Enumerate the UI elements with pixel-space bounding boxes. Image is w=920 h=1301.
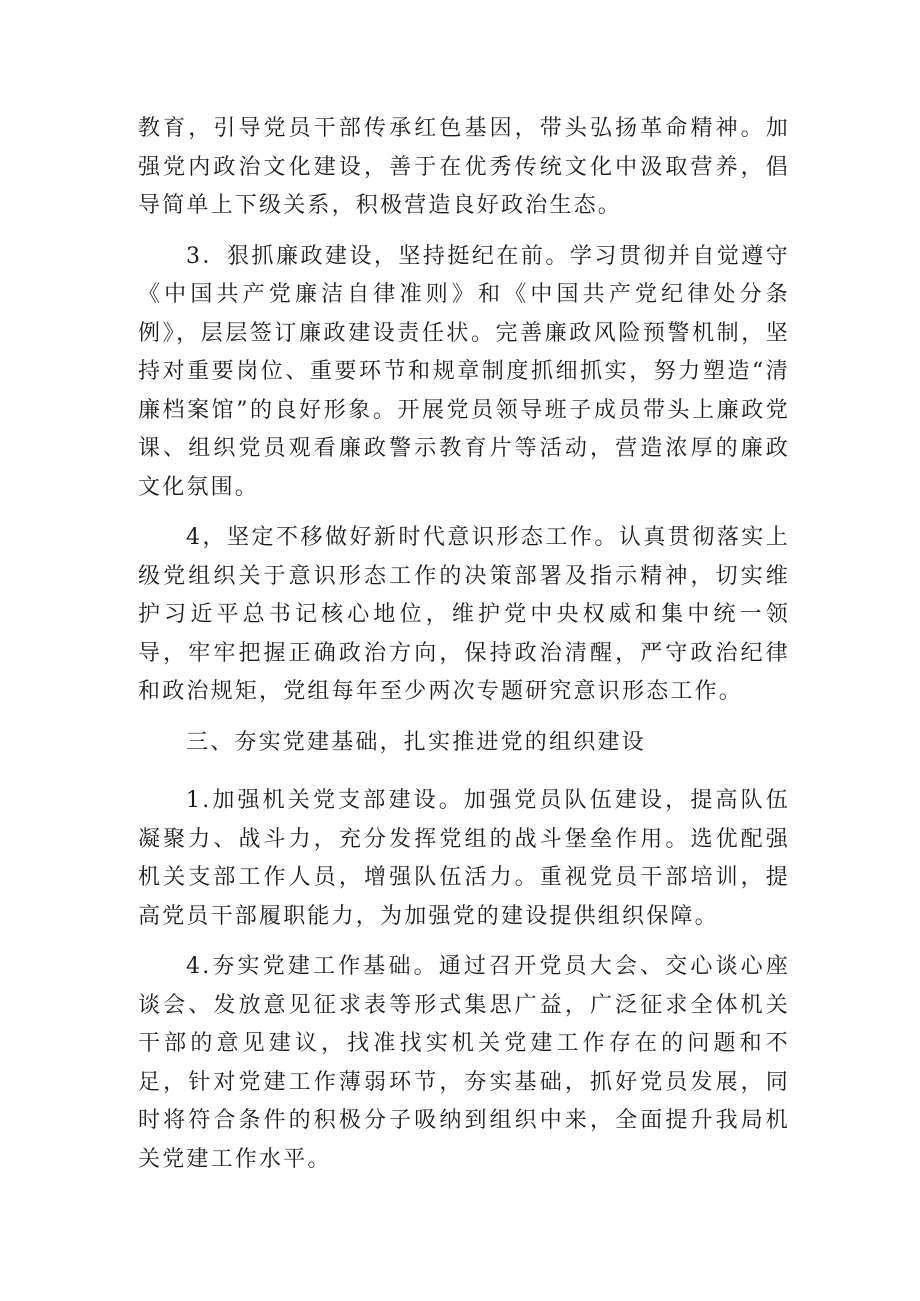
paragraph-branch-building: 1.加强机关党支部建设。加强党员队伍建设，提高队伍凝聚力、战斗力，充分发挥党组的战斗堡垒作用。选优配强机关支部工作人员，增强队伍活力。重视党员干部培训，提高党员干部履职能力，为加强党的建设提供组织保障。 <box>138 788 790 929</box>
paragraph-integrity-building: 3．狠抓廉政建设，坚持挺纪在前。学习贯彻并自觉遵守《中国共产党廉洁自律准则》和《中国共产党纪律处分条例》，层层签订廉政建设责任状。完善廉政风险预警机制，坚持对重要岗位、重要环节和规章制度抓细抓实，努力塑造“清廉档案馆”的良好形象。开展党员领导班子成员带头上廉政党课、组织党员观看廉政警示教育片等活动，营造浓厚的廉政文化氛围。 <box>138 243 790 500</box>
document-body <box>138 110 790 1191</box>
section-heading-3: 三、夯实党建基础，扎实推进党的组织建设 <box>186 729 646 755</box>
paragraph-continuation: 教育，引导党员干部传承红色基因，带头弘扬革命精神。加强党内政治文化建设，善于在优秀传统文化中汲取营养，倡导简单上下级关系，积极营造良好政治生态。 <box>138 116 790 218</box>
paragraph-party-foundation: 4.夯实党建工作基础。通过召开党员大会、交心谈心座谈会、发放意见征求表等形式集思广益，广泛征求全体机关干部的意见建议，找准找实机关党建工作存在的问题和不足，针对党建工作薄弱环节，夯实基础，抓好党员发展，同时将符合条件的积极分子吸纳到组织中来，全面提升我局机关党建工作水平。 <box>138 954 790 1172</box>
paragraph-ideology-work: 4，坚定不移做好新时代意识形态工作。认真贯彻落实上级党组织关于意识形态工作的决策部署及指示精神，切实维护习近平总书记核心地位，维护党中央权威和集中统一领导，牢牢把握正确政治方向，保持政治清醒，严守政治纪律和政治规矩，党组每年至少两次专题研究意识形态工作。 <box>138 525 790 704</box>
